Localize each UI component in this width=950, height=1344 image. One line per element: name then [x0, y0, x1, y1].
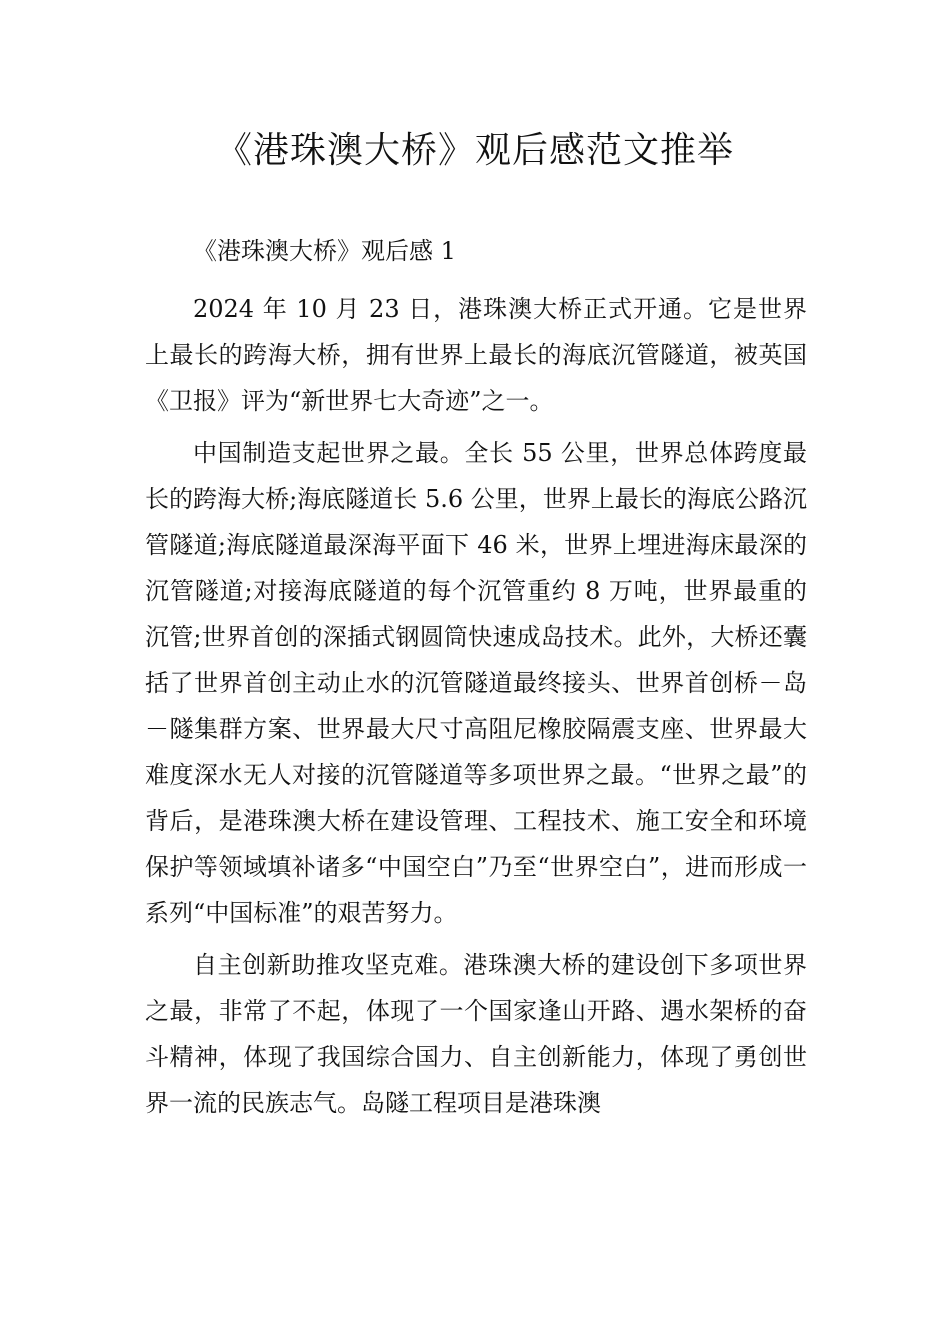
body-paragraph: 中国制造支起世界之最。全长 55 公里，世界总体跨度最长的跨海大桥;海底隧道长 5.6 公里，世界上最长的海底公路沉管隧道;海底隧道最深海平面下 46 米，世界上埋进海床最深的沉管隧道;对接海底隧道的每个沉管重约 8 万吨，世界最重的沉管;世界首创的深插式钢圆筒快速成岛技术。此外，大桥还囊括了世界首创主动止水的沉管隧道最终接头、世界首创桥－岛－隧集群方案、世界最大尺寸高阻尼橡胶隔震支座、世界最大难度深水无人对接的沉管隧道等多项世界之最。“世界之最”的背后，是港珠澳大桥在建设管理、工程技术、施工安全和环境保护等领域填补诸多“中国空白”乃至“世界空白”，进而形成一系列“中国标准”的艰苦努力。 — [145, 439, 807, 927]
document-title: 《港珠澳大桥》观后感范文推举 — [215, 130, 734, 171]
body-paragraph: 2024 年 10 月 23 日，港珠澳大桥正式开通。它是世界上最长的跨海大桥，拥有世界上最长的海底沉管隧道，被英国《卫报》评为“新世界七大奇迹”之一。 — [145, 295, 807, 415]
document-body — [145, 228, 807, 1132]
body-paragraph: 自主创新助推攻坚克难。港珠澳大桥的建设创下多项世界之最，非常了不起，体现了一个国家逢山开路、遇水架桥的奋斗精神，体现了我国综合国力、自主创新能力，体现了勇创世界一流的民族志气。岛隧工程项目是港珠澳 — [145, 951, 807, 1117]
section-subtitle: 《港珠澳大桥》观后感 1 — [193, 237, 456, 265]
